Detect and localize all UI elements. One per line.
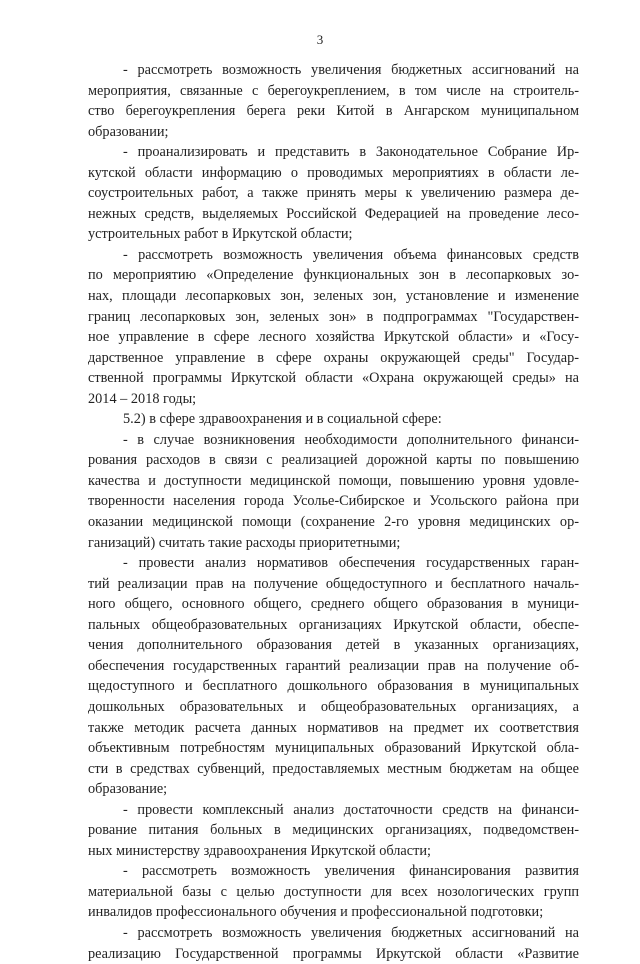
text-line: - проанализировать и представить в Законодательное Собрание Ир- <box>123 144 579 161</box>
text-line: тий реализации прав на получение общедоступного и бесплатного началь- <box>88 575 579 592</box>
text-line: устроительных работ в Иркутской области; <box>88 226 353 243</box>
text-line: дошкольных образовательных и общеобразовательных организациях, а <box>88 698 579 715</box>
text-line: сти в средствах субвенций, предоставляемых местным бюджетам на общее <box>88 760 579 777</box>
text-line: обеспечения государственных гарантий реализации прав на получение об- <box>88 657 579 674</box>
text-line: инвалидов профессионального обучения и профессиональной подготовки; <box>88 904 544 921</box>
text-line: образовании; <box>88 123 169 140</box>
text-line: - рассмотреть возможность увеличения бюджетных ассигнований на <box>123 924 579 941</box>
text-line: - в случае возникновения необходимости дополнительного финанси- <box>123 431 579 448</box>
document-body <box>88 60 579 964</box>
text-line: - рассмотреть возможность увеличения бюджетных ассигнований на <box>123 62 579 78</box>
text-line: рование питания больных в медицинских организациях, подведомствен- <box>88 822 579 839</box>
text-line: пальных общеобразовательных организациях Иркутской области, обеспе- <box>88 616 579 633</box>
text-line: объективным потребностям муниципальных образований Иркутской обла- <box>88 740 579 757</box>
text-line: образование; <box>88 781 168 798</box>
text-line: - провести анализ нормативов обеспечения государственных гаран- <box>123 555 579 572</box>
text-line: - рассмотреть возможность увеличения объема финансовых средств <box>123 246 579 263</box>
text-line: ганизаций) считать такие расходы приоритетными; <box>88 534 401 551</box>
page-number: 3 <box>316 32 324 47</box>
text-line: ное управление в сфере лесного хозяйства Иркутской области» и «Госу- <box>88 329 579 346</box>
text-line: нах, площади лесопарковых зон, зеленых зон, установление и изменение <box>88 288 579 305</box>
text-line: границ лесопарковых зон, зеленых зон» в подпрограммах "Государствен- <box>88 308 579 325</box>
text-line: 2014 – 2018 годы; <box>88 390 197 407</box>
text-line: реализацию Государственной программы Иркутской области «Развитие <box>88 945 579 962</box>
text-line: ных министерству здравоохранения Иркутской области; <box>88 842 431 859</box>
text-line: ство берегоукрепления берега реки Китой в Ангарском муниципальном <box>88 103 579 120</box>
text-line: по мероприятию «Определение функциональных зон в лесопарковых зо- <box>88 267 579 284</box>
text-line: творенности населения города Усолье-Сибирское и Усольского района при <box>88 493 579 510</box>
text-line: чения дополнительного образования детей в указанных организациях, <box>88 637 579 654</box>
text-line: - провести комплексный анализ достаточности средств на финанси- <box>123 801 579 818</box>
text-line: ного общего, основного общего, среднего общего образования в муници- <box>88 596 579 613</box>
text-line: материальной базы с целью доступности для всех нозологических групп <box>88 883 579 900</box>
text-line: кутской области информацию о проводимых мероприятиях в области ле- <box>88 164 579 181</box>
text-line: ственной программы Иркутской области «Охрана окружающей среды» на <box>88 370 579 387</box>
text-line: оказании медицинской помощи (сохранение 2-го уровня медицинских ор- <box>88 514 579 531</box>
text-line: мероприятия, связанные с берегоукреплением, в том числе на строитель- <box>88 82 579 99</box>
text-line: также методик расчета данных нормативов на предмет их соответствия <box>88 719 579 736</box>
text-line: 5.2) в сфере здравоохранения и в социальной сфере: <box>123 411 442 428</box>
text-line: дарственное управление в сфере охраны окружающей среды" Государ- <box>88 349 579 366</box>
text-line: щедоступного и бесплатного дошкольного образования в муниципальных <box>88 678 579 695</box>
text-line: качества и доступности медицинской помощи, повышению уровня удовле- <box>88 472 579 489</box>
text-line: рования расходов в связи с реализацией дорожной карты по повышению <box>88 452 579 469</box>
text-line: соустроительных работ, а также принять меры к увеличению размера де- <box>88 185 579 202</box>
text-line: - рассмотреть возможность увеличения финансирования развития <box>123 863 579 880</box>
text-line: нежных средств, выделяемых Российской Федерацией на проведение лесо- <box>88 205 579 222</box>
